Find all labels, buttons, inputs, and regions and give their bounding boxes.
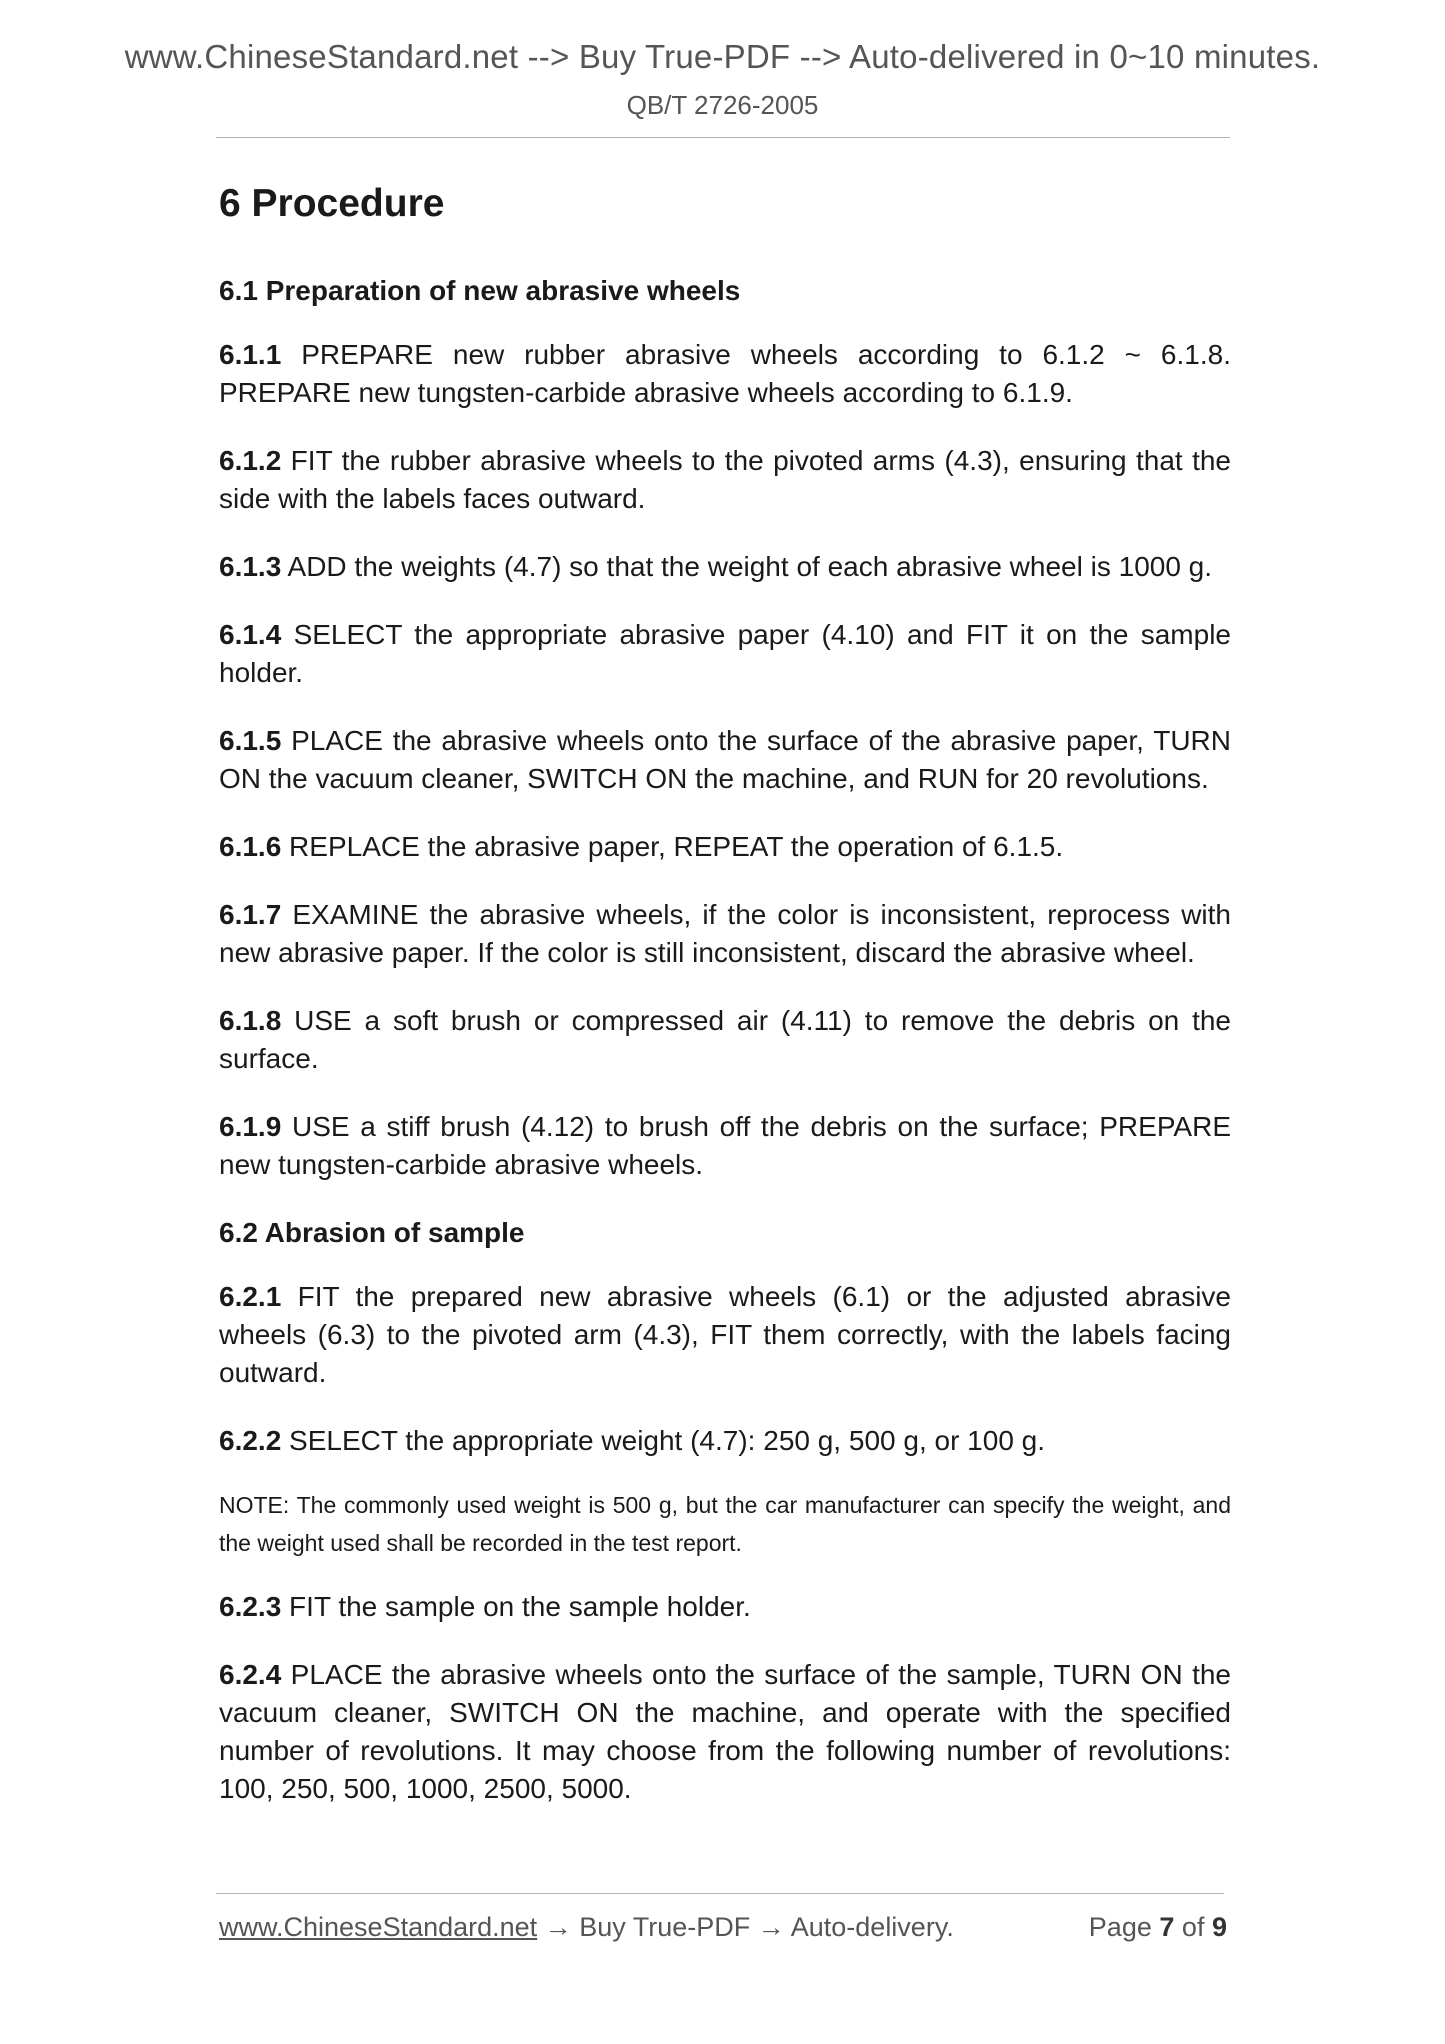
clause-text: SELECT the appropriate abrasive paper (4.10) and FIT it on the sample holder. [219,619,1231,688]
subsection-title-6-2: 6.2 Abrasion of sample [219,1217,525,1248]
footer-divider [216,1893,1224,1894]
page-number: 7 [1159,1912,1175,1942]
page-word: Page [1088,1912,1152,1942]
clause-6-1-8 [219,1002,1231,1078]
note: NOTE: The commonly used weight is 500 g, but the car manufacturer can specify the weight, and the weight used shall be recorded in the test report. [219,1492,1231,1556]
clause-6-2-3 [219,1588,1231,1626]
page-content [219,180,1231,1838]
clause-text: USE a soft brush or compressed air (4.11) to remove the debris on the surface. [219,1005,1231,1074]
clause-number: 6.1.3 [219,551,282,582]
clause-text: PREPARE new rubber abrasive wheels according to 6.1.2 ~ 6.1.8. PREPARE new tungsten-carbide abrasive wheels according to 6.1.9. [219,339,1231,408]
clause-text: USE a stiff brush (4.12) to brush off the debris on the surface; PREPARE new tungsten-carbide abrasive wheels. [219,1111,1231,1180]
clause-6-1-1 [219,336,1231,412]
clause-6-2-1 [219,1278,1231,1392]
clause-6-1-5 [219,722,1231,798]
clause-6-2-4 [219,1656,1231,1808]
page-indicator [1089,1912,1227,1943]
clause-number: 6.2.3 [219,1591,282,1622]
subsection-title-6-1: 6.1 Preparation of new abrasive wheels [219,275,741,306]
clause-6-1-3 [219,548,1231,586]
clause-text: EXAMINE the abrasive wheels, if the color is inconsistent, reprocess with new abrasive paper. If the color is still inconsistent, discard the abrasive wheel. [219,899,1231,968]
of-word: of [1181,1912,1205,1942]
clause-number: 6.2.4 [219,1659,282,1690]
clause-6-1-9 [219,1108,1231,1184]
clause-number: 6.1.4 [219,619,282,650]
clause-text: FIT the sample on the sample holder. [281,1591,751,1622]
clause-text: PLACE the abrasive wheels onto the surface of the abrasive paper, TURN ON the vacuum cleaner, SWITCH ON the machine, and RUN for 20 revolutions. [219,725,1231,794]
clause-number: 6.2.2 [219,1425,282,1456]
page-total: 9 [1211,1912,1227,1942]
clause-text: PLACE the abrasive wheels onto the surface of the sample, TURN ON the vacuum cleaner, SWITCH ON the machine, and operate with the specified number of revolutions. It may choose from the following number of revolutions: 100, 250, 500, 1000, 2500, 5000. [219,1659,1231,1804]
clause-6-1-7 [219,896,1231,972]
clause-number: 6.1.6 [219,831,282,862]
section-title: 6 Procedure [219,182,445,225]
clause-number: 6.1.5 [219,725,282,756]
clause-number: 6.1.2 [219,445,282,476]
clause-text: REPLACE the abrasive paper, REPEAT the operation of 6.1.5. [281,831,1064,862]
document-number: QB/T 2726-2005 [626,90,819,120]
clause-text: FIT the rubber abrasive wheels to the pivoted arms (4.3), ensuring that the side with the labels faces outward. [219,445,1231,514]
clause-6-1-2 [219,442,1231,518]
clause-number: 6.1.1 [219,339,282,370]
clause-number: 6.1.9 [219,1111,282,1142]
clause-number: 6.1.8 [219,1005,282,1036]
clause-text: ADD the weights (4.7) so that the weight of each abrasive wheel is 1000 g. [281,551,1213,582]
footer-tail: → Buy True-PDF → Auto-delivery. [537,1912,954,1942]
clause-text: FIT the prepared new abrasive wheels (6.1) or the adjusted abrasive wheels (6.3) to the pivoted arm (4.3), FIT them correctly, with the labels facing outward. [219,1281,1231,1388]
clause-6-1-4 [219,616,1231,692]
footer-link[interactable]: www.ChineseStandard.net [219,1912,538,1942]
clause-6-1-6 [219,828,1231,866]
footer-source [219,1912,954,1943]
clause-6-2-2 [219,1422,1231,1460]
clause-number: 6.1.7 [219,899,282,930]
header-divider [216,137,1230,138]
clause-number: 6.2.1 [219,1281,282,1312]
source-banner: www.ChineseStandard.net --> Buy True-PDF --> Auto-delivered in 0~10 minutes. [124,38,1321,75]
clause-text: SELECT the appropriate weight (4.7): 250 g, 500 g, or 100 g. [281,1425,1046,1456]
